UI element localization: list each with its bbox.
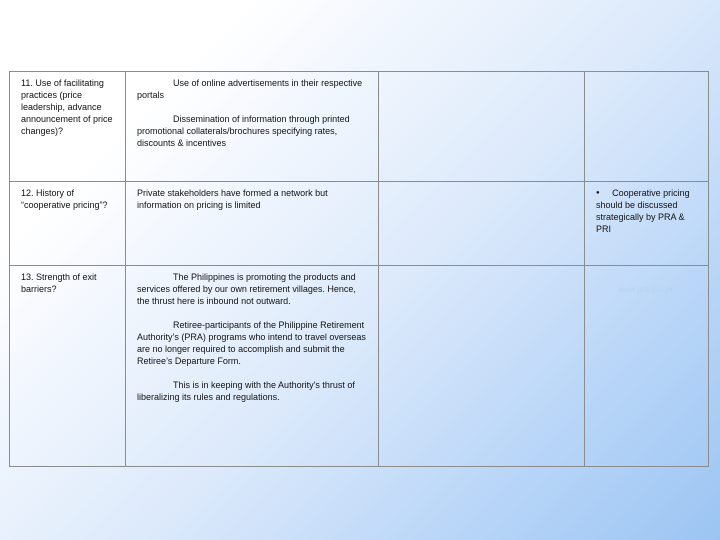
source-link[interactable]: www.pra.gov.ph [618,285,675,294]
response-paragraph: The Philippines is promoting the products and services offered by our own retirement villages. Hence, the thrust here is inbound not outward. [137,272,356,306]
question-cell-12 [10,182,126,266]
response-cell-11 [126,72,379,182]
question-text: 11. Use of facilitating practices (price leadership, advance announcement of price changes)? [21,78,113,136]
recommendation-item [596,187,697,235]
recommendation-text: Cooperative pricing should be discussed strategically by PRA & PRI [596,188,690,234]
empty-cell [379,182,585,266]
response-cell-12 [126,182,379,266]
question-cell-11 [10,72,126,182]
analysis-table [9,71,709,467]
recommendation-cell-12 [585,182,708,266]
response-paragraph: This is in keeping with the Authority’s thrust of liberalizing its rules and regulations. [137,380,355,402]
question-cell-13 [10,266,126,466]
empty-cell [585,72,708,182]
response-paragraph: Retiree-participants of the Philippine Retirement Authority’s (PRA) programs who intend to travel overseas are no longer required to accomplish and submit the Retiree’s Departure Form. [137,320,366,366]
source-cell-13 [585,266,708,466]
response-paragraph: Private stakeholders have formed a network but information on pricing is limited [137,188,328,210]
bullet-icon: ● [596,190,600,196]
question-text: 12. History of “cooperative pricing”? [21,188,108,210]
empty-cell [379,72,585,182]
response-paragraph: Dissemination of information through printed promotional collaterals/brochures specifying rates, discounts & incentives [137,114,350,148]
question-text: 13. Strength of exit barriers? [21,272,97,294]
response-cell-13 [126,266,379,466]
empty-cell [379,266,585,466]
response-paragraph: Use of online advertisements in their respective portals [137,78,363,100]
